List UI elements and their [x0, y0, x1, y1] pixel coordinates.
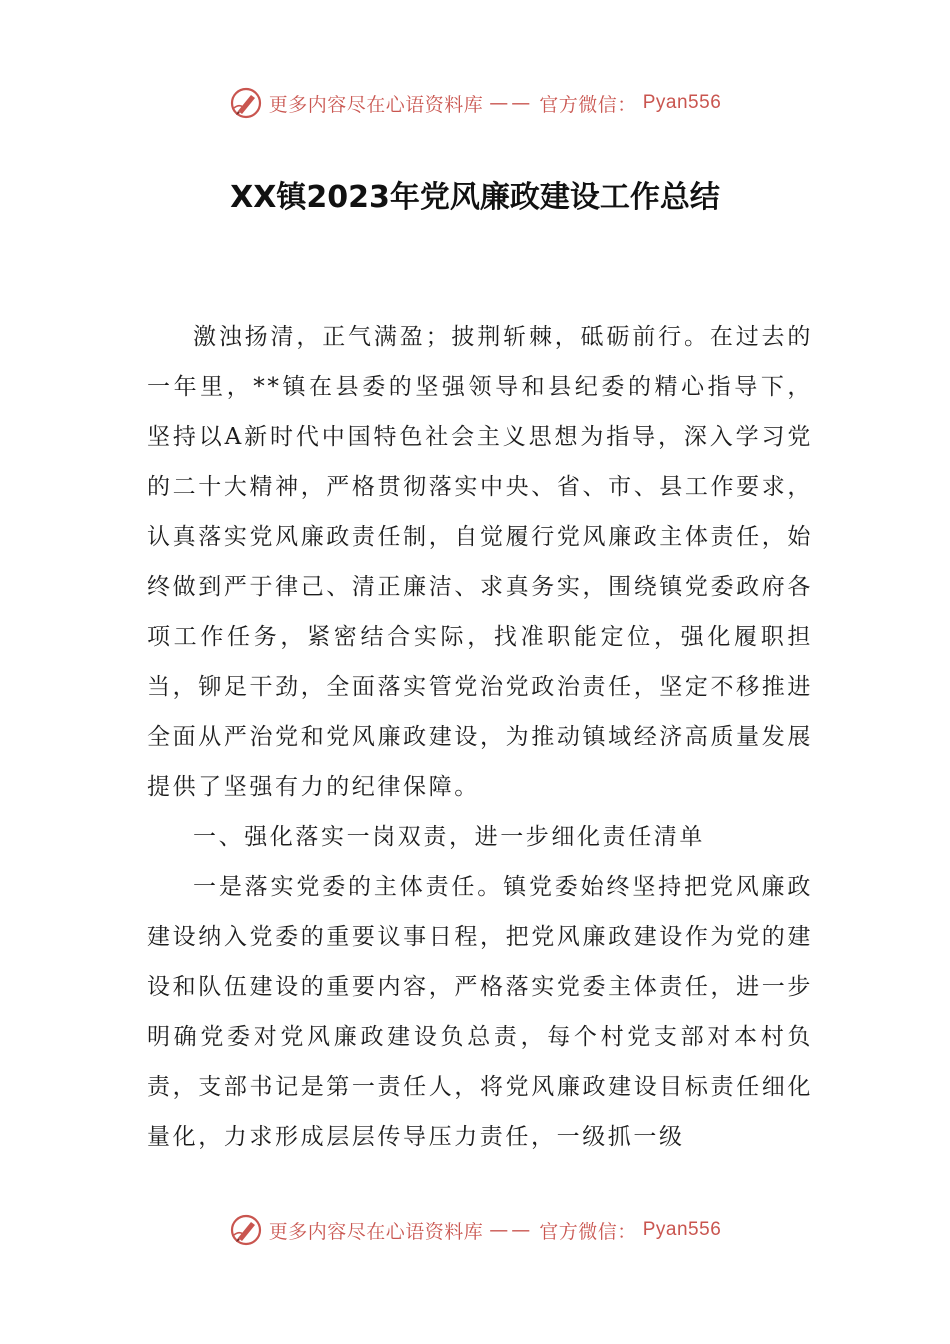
pen-logo-icon — [229, 86, 263, 120]
watermark-wechat-id: Pyan556 — [642, 1219, 722, 1240]
watermark-brand: 更多内容尽在心语资料库 — [268, 1220, 484, 1243]
watermark-brand: 更多内容尽在心语资料库 — [268, 93, 484, 116]
header-watermark — [0, 83, 950, 123]
pen-logo-icon — [229, 1213, 263, 1247]
watermark-label: 官方微信： — [539, 1220, 637, 1243]
section-heading: 一、强化落实一岗双责，进一步细化责任清单 — [193, 824, 705, 850]
watermark-wechat-id: Pyan556 — [642, 92, 722, 113]
watermark-separator: —— — [489, 92, 534, 114]
intro-paragraph: 激浊扬清，正气满盈；披荆斩棘，砥砺前行。在过去的一年里，**镇在县委的坚强领导和县纪委的精心指导下，坚持以A新时代中国特色社会主义思想为指导，深入学习党的二十大精神，严格贯彻落实中央、省、市、县工作要求，认真落实党风廉政责任制，自觉履行党风廉政主体责任，始终做到严于律己、清正廉洁、求真务实，围绕镇党委政府各项工作任务，紧密结合实际，找准职能定位，强化履职担当，铆足干劲，全面落实管党治党政治责任，坚定不移推进全面从严治党和党风廉政建设，为推动镇域经济高质量发展提供了坚强有力的纪律保障。 — [147, 324, 813, 800]
footer-watermark — [0, 1210, 950, 1250]
body-paragraph: 一是落实党委的主体责任。镇党委始终坚持把党风廉政建设纳入党委的重要议事日程，把党风廉政建设作为党的建设和队伍建设的重要内容，严格落实党委主体责任，进一步明确党委对党风廉政建设负总责，每个村党支部对本村负责，支部书记是第一责任人，将党风廉政建设目标责任细化量化，力求形成层层传导压力责任，一级抓一级 — [147, 874, 813, 1150]
watermark-label: 官方微信： — [539, 93, 637, 116]
watermark-separator: —— — [489, 1219, 534, 1241]
document-body — [147, 312, 813, 1162]
document-title: XX镇2023年党风廉政建设工作总结 — [230, 180, 720, 215]
